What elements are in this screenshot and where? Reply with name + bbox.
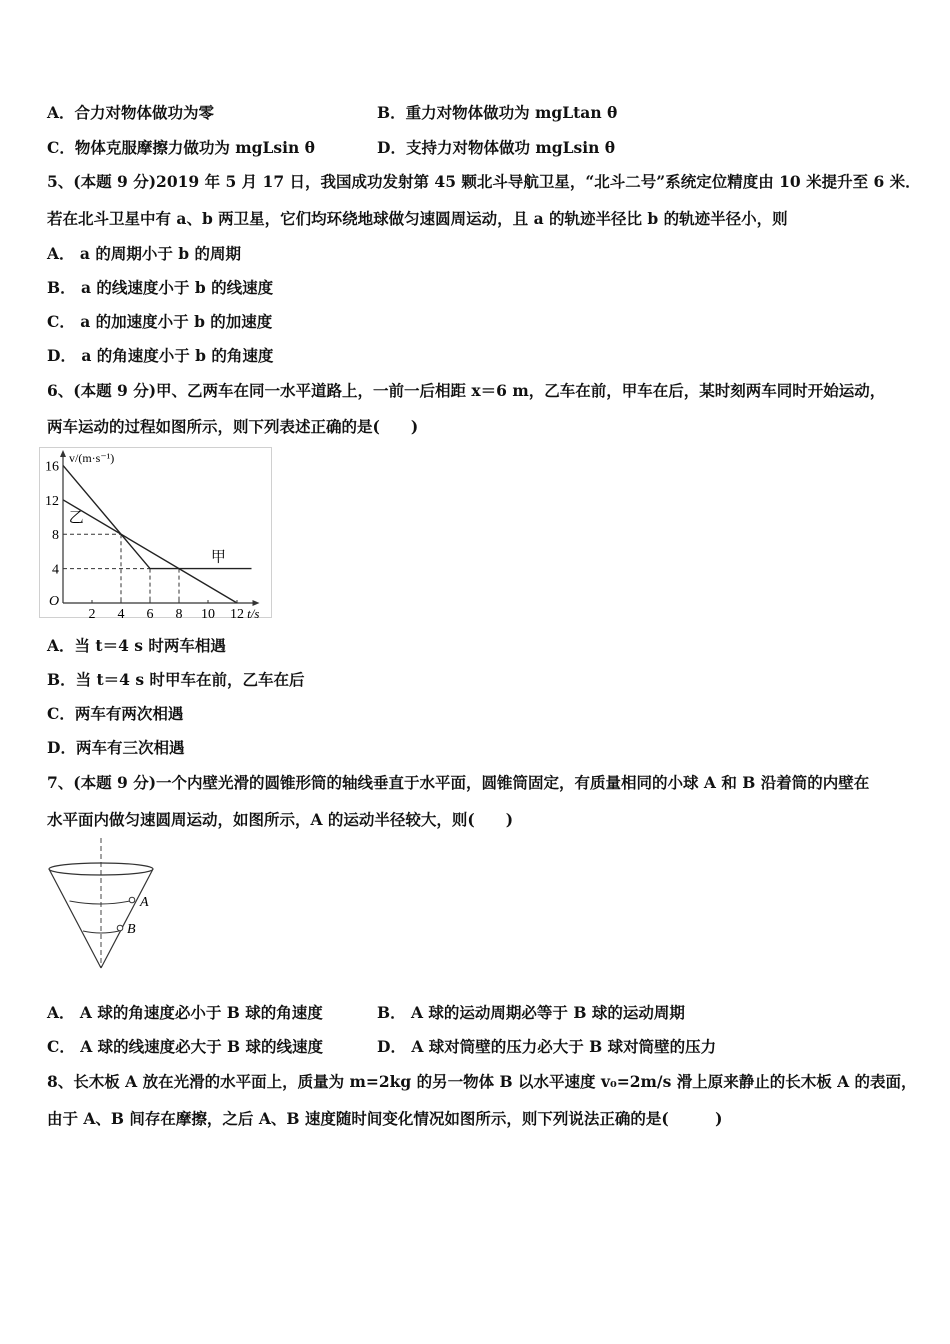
- ball-b-label: B: [127, 922, 136, 937]
- q7-option-d: D． A 球对筒壁的压力必大于 B 球对筒壁的压力: [377, 1037, 717, 1056]
- y-axis-label: v/(m·s⁻¹): [69, 451, 115, 465]
- cone-right-wall: [101, 869, 153, 968]
- q4-option-a: A．合力对物体做功为零: [47, 103, 215, 122]
- q8-stem-line2: 由于 A、B 间存在摩擦，之后 A、B 速度随时间变化情况如图所示，则下列说法正确的是( ): [47, 1109, 723, 1128]
- label-yi: 乙: [68, 510, 84, 527]
- q4-option-c: C．物体克服摩擦力做功为 mgLsin θ: [47, 138, 315, 157]
- velocity-time-graph: [39, 447, 272, 618]
- x-tick-label: 4: [117, 607, 125, 618]
- q7-option-b: B． A 球的运动周期必等于 B 球的运动周期: [377, 1003, 685, 1022]
- ball-b: [117, 925, 123, 931]
- q4-option-b: B．重力对物体做功为 mgLtan θ: [377, 103, 618, 122]
- label-jia: 甲: [210, 549, 226, 566]
- q6-stem-line1: 6、(本题 9 分)甲、乙两车在同一水平道路上，一前一后相距 x＝6 m，乙车在前，甲车在后，某时刻两车同时开始运动，: [47, 381, 886, 400]
- q5-stem-line2: 若在北斗卫星中有 a、b 两卫星，它们均环绕地球做匀速圆周运动，且 a 的轨迹半径比 b 的轨迹半径小，则: [47, 209, 788, 228]
- q7-option-c: C． A 球的线速度必大于 B 球的线速度: [47, 1037, 324, 1056]
- x-tick-label: 8: [175, 607, 183, 618]
- q5-option-b: B． a 的线速度小于 b 的线速度: [47, 278, 274, 297]
- q7-option-a: A． A 球的角速度必小于 B 球的角速度: [47, 1003, 323, 1022]
- orbit-a-path: [70, 901, 131, 904]
- q7-stem-line1: 7、(本题 9 分)一个内壁光滑的圆锥形筒的轴线垂直于水平面，圆锥筒固定，有质量相同的小球 A 和 B 沿着筒的内壁在: [47, 773, 870, 792]
- x-tick-label: 10: [201, 607, 215, 618]
- q4-option-d: D．支持力对物体做功 mgLsin θ: [377, 138, 616, 157]
- cone-diagram: [44, 838, 164, 974]
- q6-option-a: A．当 t＝4 s 时两车相遇: [47, 636, 226, 655]
- q5-stem-line1: 5、(本题 9 分)2019 年 5 月 17 日，我国成功发射第 45 颗北斗导航卫星，“北斗二号”系统定位精度由 10 米提升至 6 米．: [47, 172, 921, 191]
- x-tick-label: 6: [146, 607, 154, 618]
- q5-option-c: C． a 的加速度小于 b 的加速度: [47, 312, 273, 331]
- ball-a: [129, 897, 135, 903]
- y-tick-label: 4: [52, 562, 59, 578]
- q5-option-a: A． a 的周期小于 b 的周期: [47, 244, 241, 263]
- x-axis-label: t/s: [247, 606, 260, 618]
- q6-option-d: D．两车有三次相遇: [47, 738, 185, 757]
- ball-a-label: A: [140, 895, 149, 910]
- q7-stem-line2: 水平面内做匀速圆周运动，如图所示，A 的运动半径较大，则( ): [47, 810, 514, 829]
- x-tick-label: 12: [230, 607, 244, 618]
- q6-option-b: B．当 t＝4 s 时甲车在前，乙车在后: [47, 670, 305, 689]
- y-tick-label: 16: [45, 459, 59, 475]
- orbit-b-path: [83, 931, 119, 933]
- q8-stem-line1: 8、长木板 A 放在光滑的水平面上，质量为 m=2kg 的另一物体 B 以水平速度 v₀=2m/s 滑上原来静止的长木板 A 的表面，: [47, 1072, 917, 1091]
- origin-label: O: [49, 594, 60, 609]
- q5-option-d: D． a 的角速度小于 b 的角速度: [47, 346, 274, 365]
- y-tick-label: 12: [45, 493, 59, 509]
- q6-stem-line2: 两车运动的过程如图所示，则下列表述正确的是( ): [47, 417, 419, 436]
- q6-option-c: C．两车有两次相遇: [47, 704, 184, 723]
- cone-left-wall: [49, 869, 101, 968]
- x-tick-label: 2: [88, 607, 96, 618]
- y-tick-label: 8: [52, 528, 59, 544]
